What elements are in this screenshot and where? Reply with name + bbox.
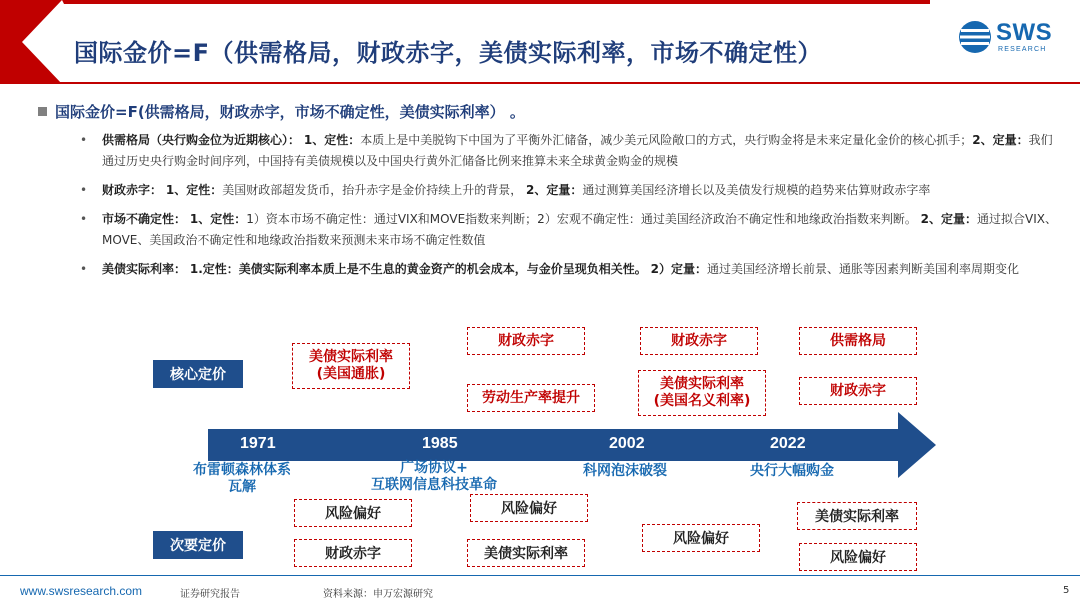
- core-pricing-label: 核心定价: [153, 360, 243, 388]
- quantitative-label: 2）定量：: [650, 262, 707, 276]
- quantitative-label: 2、定量：: [972, 133, 1029, 147]
- core-box-productivity: 劳动生产率提升: [467, 384, 595, 412]
- qualitative-text: 美国财政部超发货币，抬升赤字是金价持续上升的背景，: [222, 183, 523, 197]
- logo-subtext: RESEARCH: [998, 46, 1047, 53]
- event-1971: [186, 462, 298, 496]
- event-2002: [575, 463, 675, 480]
- quantitative-text: 通过美国经济增长前景、通胀等因素判断美国利率周期变化: [706, 262, 1019, 276]
- factor-key: 财政赤字：: [102, 183, 163, 197]
- secondary-box-risk-appetite: 风险偏好: [642, 524, 760, 552]
- qualitative-label: 1.定性：: [189, 262, 239, 276]
- secondary-box-risk-appetite: 风险偏好: [470, 494, 588, 522]
- header-divider: [0, 82, 1080, 84]
- core-box-real-rate-nominal: [638, 370, 766, 416]
- secondary-box-real-rate: 美债实际利率: [467, 539, 585, 567]
- event-line: 科网泡沫破裂: [583, 463, 667, 479]
- bullet-dot-icon: •: [80, 262, 88, 276]
- qualitative-label: 1、定性：: [165, 183, 223, 197]
- box-line: 美债实际利率: [309, 349, 393, 365]
- main-point: [38, 101, 525, 122]
- qualitative-text: 本质上是中美脱钩下中国为了平衡外汇储备，减少美元风险敞口的方式，央行购金将是未来定量化金价的核心抓手；: [360, 133, 973, 147]
- quantitative-text: 通过拟合VIX、MOVE、美国政治不确定性和地缘政治指数来预测未来市场不确定性数值: [102, 212, 1057, 247]
- secondary-box-risk-appetite: 风险偏好: [294, 499, 412, 527]
- footer-divider: [0, 575, 1080, 576]
- header: [0, 0, 1080, 82]
- year-label: 1985: [422, 435, 458, 452]
- bullet-dot-icon: •: [80, 183, 88, 197]
- bullet-dot-icon: •: [80, 212, 88, 226]
- quantitative-text: 通过测算美国经济增长以及美债发行规模的趋势来估算财政赤字率: [582, 183, 931, 197]
- secondary-pricing-label: 次要定价: [153, 531, 243, 559]
- core-box-deficit: 财政赤字: [799, 377, 917, 405]
- list-item: [78, 259, 1058, 280]
- logo-globe-icon: [958, 20, 992, 54]
- box-line: (美国名义利率): [653, 393, 751, 409]
- core-box-real-rate-inflation: [292, 343, 410, 389]
- factor-key: 市场不确定性：: [102, 212, 187, 226]
- event-2022: [742, 463, 842, 480]
- core-box-deficit: 财政赤字: [467, 327, 585, 355]
- event-line: 央行大幅购金: [750, 463, 834, 479]
- event-line: 瓦解: [228, 479, 256, 495]
- event-line: 互联网信息科技革命: [371, 477, 497, 493]
- quantitative-label: 2、定量：: [526, 183, 583, 197]
- year-label: 2002: [609, 435, 645, 452]
- list-item: [78, 180, 1058, 201]
- event-line: 广场协议+: [400, 460, 468, 476]
- qualitative-text: 1）资本市场不确定性：通过VIX和MOVE指数来判断；2）宏观不确定性：通过美国经济政治不确定性和地缘政治指数来判断。: [246, 212, 917, 226]
- qualitative-label: 1、定性：: [189, 212, 247, 226]
- factor-list: [78, 130, 1058, 288]
- quantitative-text: 我们通过历史央行购金时间序列，中国持有美债规模以及中国央行黄外汇储备比例来推算未来全球黄金购金的规模: [102, 133, 1053, 168]
- qualitative-label: 1、定性：: [303, 133, 361, 147]
- box-line: (美国通胀): [316, 366, 386, 382]
- footer-report-label: 证券研究报告: [180, 589, 240, 600]
- event-1985: [364, 460, 504, 494]
- factor-key: 美债实际利率：: [102, 262, 187, 276]
- secondary-box-real-rate: 美债实际利率: [797, 502, 917, 530]
- qualitative-text: 美债实际利率本质上是不生息的黄金资产的机会成本，与金价呈现负相关性。: [238, 262, 647, 276]
- logo-text: SWS: [996, 19, 1053, 46]
- event-line: 布雷顿森林体系: [193, 462, 291, 478]
- box-line: 美债实际利率: [660, 376, 744, 392]
- factor-key: 供需格局（央行购金位为近期核心）：: [102, 133, 301, 147]
- quantitative-label: 2、定量：: [920, 212, 978, 226]
- list-item: [78, 130, 1058, 172]
- secondary-box-deficit: 财政赤字: [294, 539, 412, 567]
- secondary-box-risk-appetite: 风险偏好: [799, 543, 917, 571]
- core-box-supply-demand: 供需格局: [799, 327, 917, 355]
- footer-source: 资料来源：申万宏源研究: [323, 589, 433, 600]
- page-title: 国际金价=F（供需格局，财政赤字，美债实际利率，市场不确定性）: [74, 39, 823, 67]
- footer-url[interactable]: www.swsresearch.com: [20, 584, 143, 598]
- page-number: 5: [1063, 585, 1070, 596]
- square-bullet-icon: [38, 107, 47, 116]
- main-point-text: 国际金价=F(供需格局，财政赤字，市场不确定性，美债实际利率） 。: [55, 103, 525, 121]
- sws-logo: [958, 18, 1068, 62]
- year-label: 1971: [240, 435, 276, 452]
- year-label: 2022: [770, 435, 806, 452]
- bullet-dot-icon: •: [80, 133, 88, 147]
- core-box-deficit: 财政赤字: [640, 327, 758, 355]
- list-item: [78, 209, 1058, 251]
